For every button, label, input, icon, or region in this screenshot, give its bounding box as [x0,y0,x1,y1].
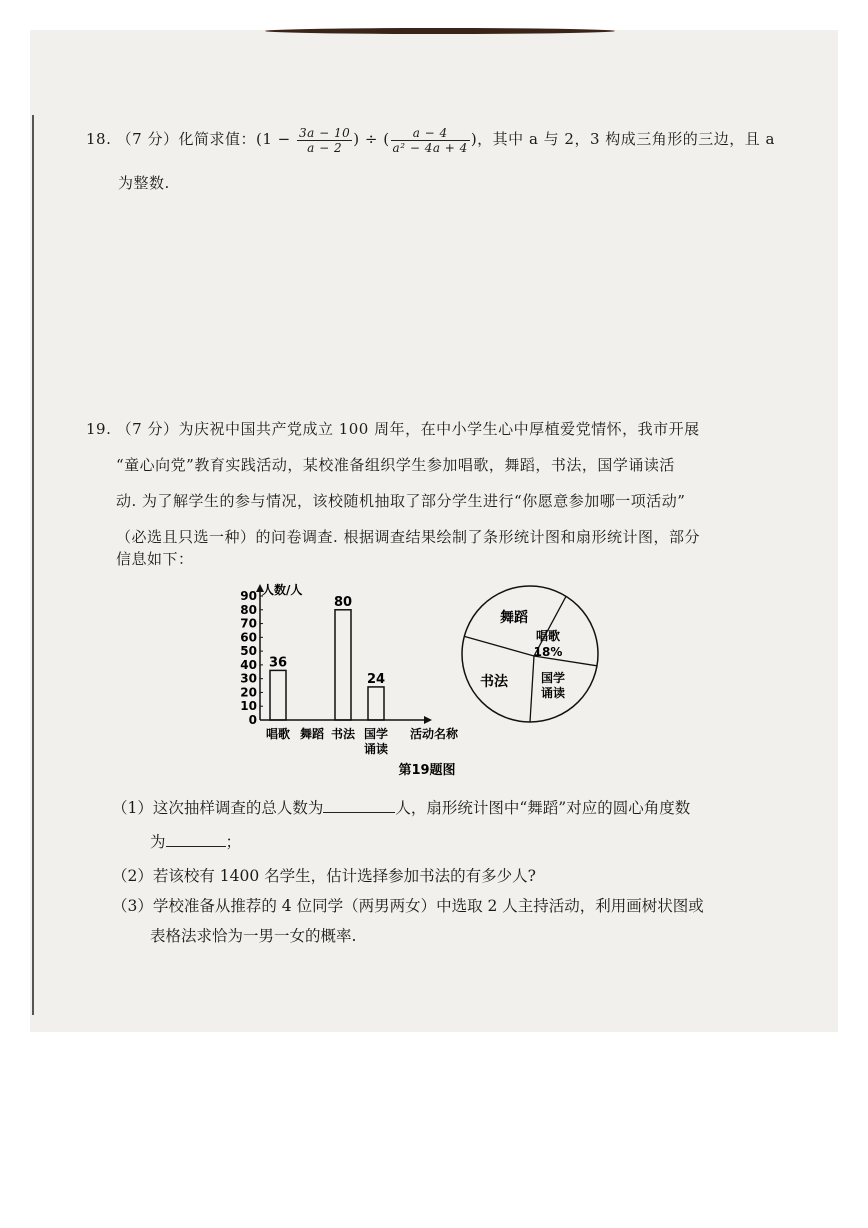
sub-question-2: （2）若该校有 1400 名学生，估计选择参加书法的有多少人? [112,867,536,885]
sub1-text-c: 为 [150,833,166,851]
y-tick-label: 50 [240,644,257,659]
pie-chart [462,586,598,722]
q18-number: 18. [86,130,112,148]
q19-number: 19. [86,420,112,438]
sub1-text-d: ； [225,833,242,851]
answer-blank-angle[interactable] [166,830,226,847]
y-tick-label: 40 [240,657,257,672]
pie-label: 诵读 [540,686,566,700]
figure-19 [222,578,622,778]
pie-label: 唱歌 [535,629,561,643]
q19-text-1: 为庆祝中国共产党成立 100 周年，在中小学生心中厚植爱党情怀，我市开展 [178,420,700,438]
frac1-numerator: 3a − 10 [298,125,351,140]
y-tick-label: 80 [240,602,257,617]
x-axis-arrow [424,716,432,724]
question-19-line2: “童心向党”教育实践活动，某校准备组织学生参加唱歌，舞蹈，书法，国学诵读活 [116,456,675,474]
y-axis-title: 人数/人 [262,583,303,597]
question-18-line1 [86,124,775,155]
bar-chart [240,582,459,756]
sub-question-3-line1: （3）学校准备从推荐的 4 位同学（两男两女）中选取 2 人主持活动，利用画树状图或 [112,897,704,915]
pie-label: 国学 [540,671,566,685]
bar [270,670,286,720]
x-category-label: 唱歌 [265,727,291,741]
sub-question-1-line2 [150,826,241,858]
q18-expr-div: ) ÷ ( [353,130,390,148]
x-axis-title: 活动名称 [409,727,459,741]
x-category-label: 舞蹈 [299,727,325,741]
q18-fraction-1 [297,126,352,155]
question-19-line3: 动. 为了解学生的参与情况，该校随机抽取了部分学生进行“你愿意参加哪一项活动” [116,492,686,510]
sub1-text-b: 人，扇形统计图中“舞蹈”对应的圆心角度数 [395,799,691,817]
bar-data-label: 80 [333,594,353,610]
question-18-line2: 为整数. [118,174,170,192]
sub1-text-a: （1）这次抽样调查的总人数为 [112,799,324,817]
frac2-denominator: a² − 4a + 4 [392,140,468,155]
q18-fraction-2 [391,126,470,155]
y-tick-label: 0 [248,713,257,727]
question-19-line5: 信息如下： [116,550,194,568]
bar-data-label: 36 [268,655,288,671]
x-category-label: 书法 [330,727,356,741]
sub-question-1-line1 [112,792,690,824]
question-19-line4: （必选且只选一种）的问卷调查. 根据调查结果绘制了条形统计图和扇形统计图，部分 [116,528,701,546]
pie-label: 书法 [480,674,508,690]
pie-circle [462,586,598,722]
pie-slice-divider [464,636,534,656]
scan-shadow [265,28,615,34]
bar [368,687,384,720]
y-tick-label: 60 [240,630,257,645]
x-category-label: 国学 [363,727,389,741]
y-tick-label: 30 [240,671,257,686]
pie-label: 舞蹈 [500,610,528,626]
q18-expr-open: (1 − [255,130,291,148]
answer-blank-total[interactable] [323,796,395,813]
bar-data-label: 24 [366,671,386,687]
x-category-label: 诵读 [363,742,389,756]
q19-points: （7 分） [116,420,179,438]
figure-caption: 第19题图 [398,763,456,778]
q18-expr-close: )， [470,130,493,148]
y-tick-label: 10 [240,699,257,714]
y-tick-label: 90 [240,589,257,603]
bar [335,610,351,720]
q18-points: （7 分） [116,130,179,148]
y-tick-label: 70 [240,616,257,631]
y-tick-label: 20 [240,685,257,700]
pie-label: 18% [533,645,563,659]
pie-slice-divider [530,656,534,722]
q18-prefix: 化简求值： [178,130,256,148]
question-19-line1 [86,414,700,444]
frac2-numerator: a − 4 [391,126,470,141]
frac1-denominator: a − 2 [307,140,343,155]
q18-condition: 其中 a 与 2，3 构成三角形的三边，且 a [492,130,775,148]
page-edge [32,115,34,1015]
sub-question-3-line2: 表格法求恰为一男一女的概率. [150,927,357,945]
